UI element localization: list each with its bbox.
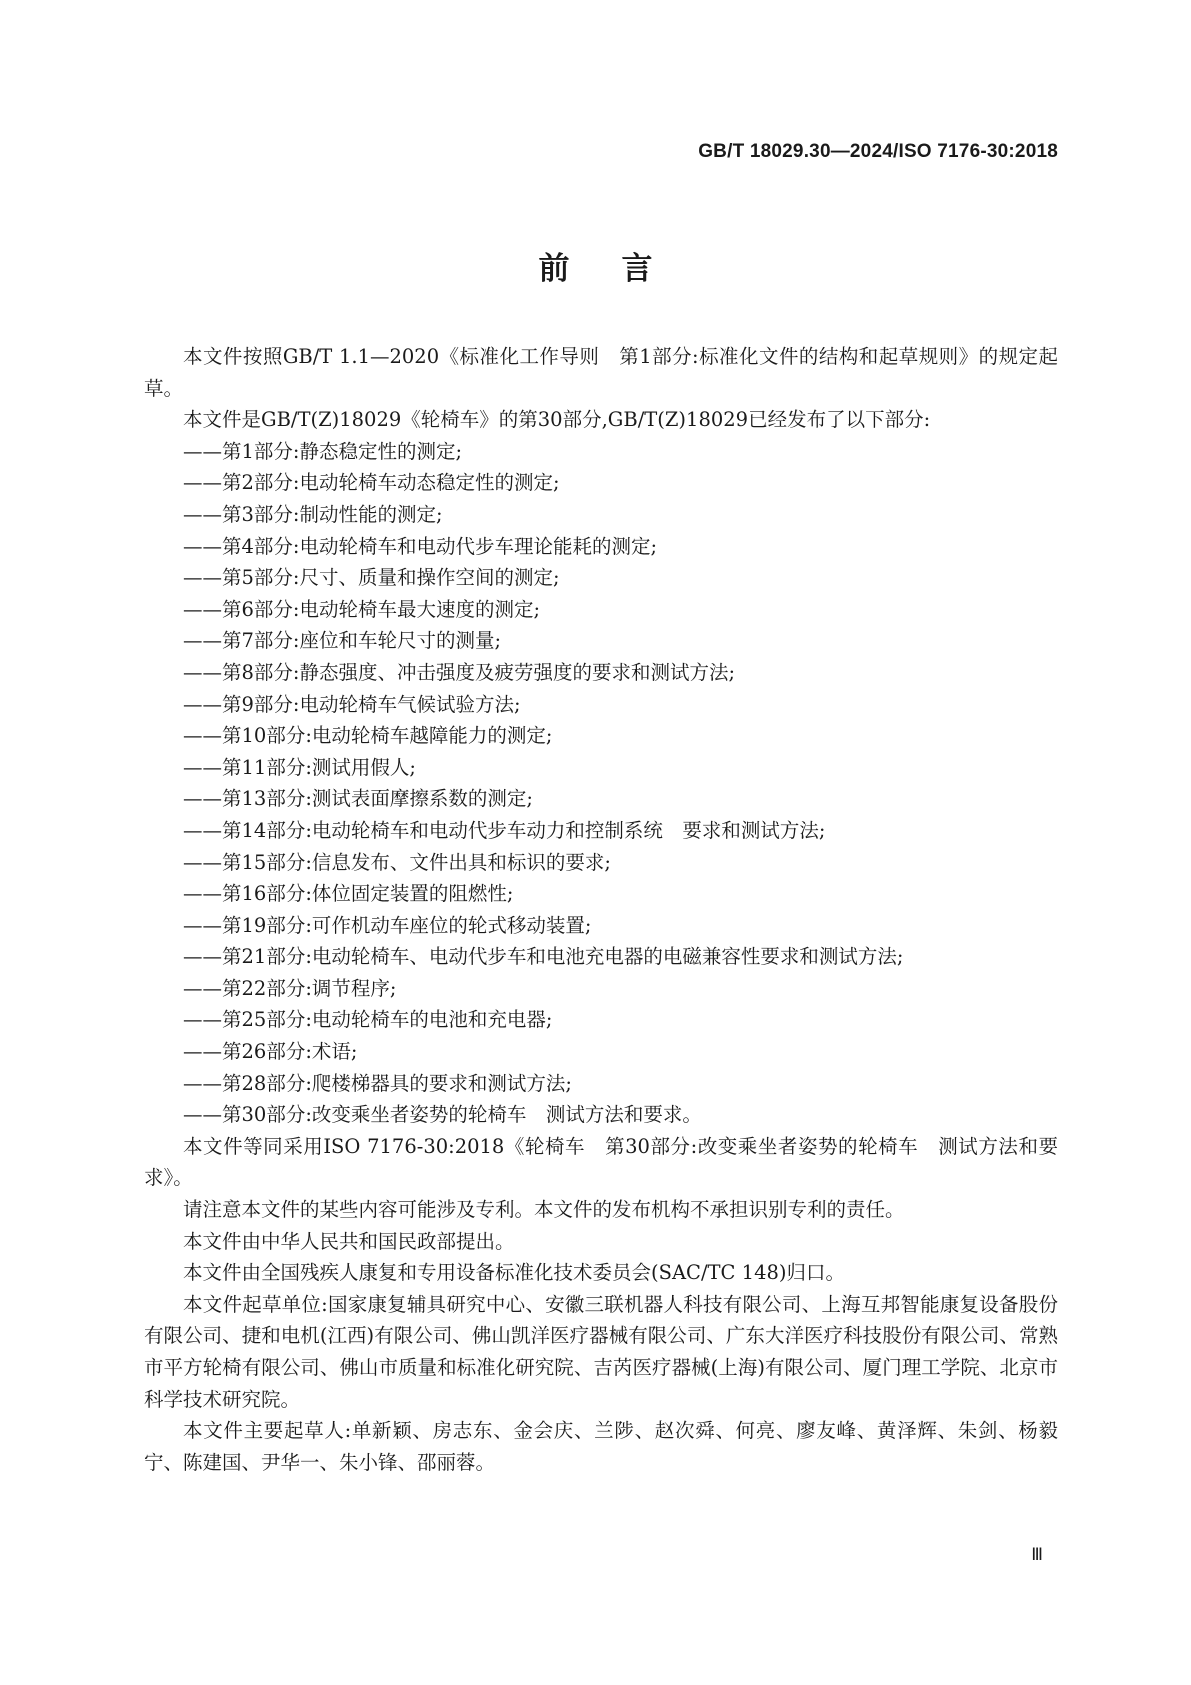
list-item: ——第21部分:电动轮椅车、电动代步车和电池充电器的电磁兼容性要求和测试方法; [183, 945, 904, 969]
list-item: ——第5部分:尺寸、质量和操作空间的测定; [183, 566, 560, 590]
paragraph-drafting-rules: 本文件按照GB/T 1.1—2020《标准化工作导则 第1部分:标准化文件的结构和起草规则》的规定起草。 [144, 345, 1058, 400]
paragraph-committee: 本文件由全国残疾人康复和专用设备标准化技术委员会(SAC/TC 148)归口。 [183, 1261, 845, 1285]
list-item: ——第1部分:静态稳定性的测定; [183, 439, 463, 463]
list-item: ——第28部分:爬楼梯器具的要求和测试方法; [183, 1071, 572, 1095]
list-item: ——第4部分:电动轮椅车和电动代步车理论能耗的测定; [183, 534, 658, 558]
list-item: ——第30部分:改变乘坐者姿势的轮椅车 测试方法和要求。 [183, 1103, 702, 1127]
list-item: ——第13部分:测试表面摩擦系数的测定; [183, 787, 533, 811]
paragraph-drafters: 本文件主要起草人:单新颖、房志东、金会庆、兰陟、赵次舜、何亮、廖友峰、黄泽辉、朱剑、杨毅宁、陈建国、尹华一、朱小锋、邵丽蓉。 [144, 1419, 1058, 1474]
paragraph-iso-adoption: 本文件等同采用ISO 7176-30:2018《轮椅车 第30部分:改变乘坐者姿势的轮椅车 测试方法和要求》。 [144, 1134, 1058, 1190]
list-item: ——第7部分:座位和车轮尺寸的测量; [183, 629, 502, 653]
foreword-body [144, 341, 1058, 1478]
page-number: Ⅲ [1031, 1545, 1043, 1564]
list-item: ——第6部分:电动轮椅车最大速度的测定; [183, 597, 541, 621]
list-item: ——第3部分:制动性能的测定; [183, 502, 443, 526]
list-item: ——第26部分:术语; [183, 1040, 358, 1064]
list-item: ——第8部分:静态强度、冲击强度及疲劳强度的要求和测试方法; [183, 660, 736, 684]
list-item: ——第10部分:电动轮椅车越障能力的测定; [183, 724, 553, 748]
list-item: ——第16部分:体位固定装置的阻燃性; [183, 882, 514, 906]
parts-list [144, 436, 1058, 1131]
paragraph-series-intro: 本文件是GB/T(Z)18029《轮椅车》的第30部分,GB/T(Z)18029已经发布了以下部分: [183, 408, 931, 432]
standard-code: GB/T 18029.30—2024/ISO 7176-30:2018 [698, 141, 1058, 162]
list-item: ——第9部分:电动轮椅车气候试验方法; [183, 692, 521, 716]
paragraph-patent-notice: 请注意本文件的某些内容可能涉及专利。本文件的发布机构不承担识别专利的责任。 [183, 1198, 905, 1222]
list-item: ——第15部分:信息发布、文件出具和标识的要求; [183, 850, 611, 874]
list-item: ——第14部分:电动轮椅车和电动代步车动力和控制系统 要求和测试方法; [183, 818, 826, 842]
page-title: 前言 [538, 251, 705, 287]
list-item: ——第11部分:测试用假人; [183, 755, 416, 779]
list-item: ——第25部分:电动轮椅车的电池和充电器; [183, 1008, 553, 1032]
list-item: ——第19部分:可作机动车座位的轮式移动装置; [183, 913, 592, 937]
list-item: ——第2部分:电动轮椅车动态稳定性的测定; [183, 471, 560, 495]
paragraph-proposer: 本文件由中华人民共和国民政部提出。 [183, 1229, 515, 1253]
paragraph-drafting-units: 本文件起草单位:国家康复辅具研究中心、安徽三联机器人科技有限公司、上海互邦智能康复设备股份有限公司、捷和电机(江西)有限公司、佛山凯洋医疗器械有限公司、广东大洋医疗科技股份有限公司、常熟市平方轮椅有限公司、佛山市质量和标准化研究院、吉芮医疗器械(上海)有限公司、厦门理工学院、北京市科学技术研究院。 [144, 1292, 1058, 1411]
list-item: ——第22部分:调节程序; [183, 976, 397, 1000]
